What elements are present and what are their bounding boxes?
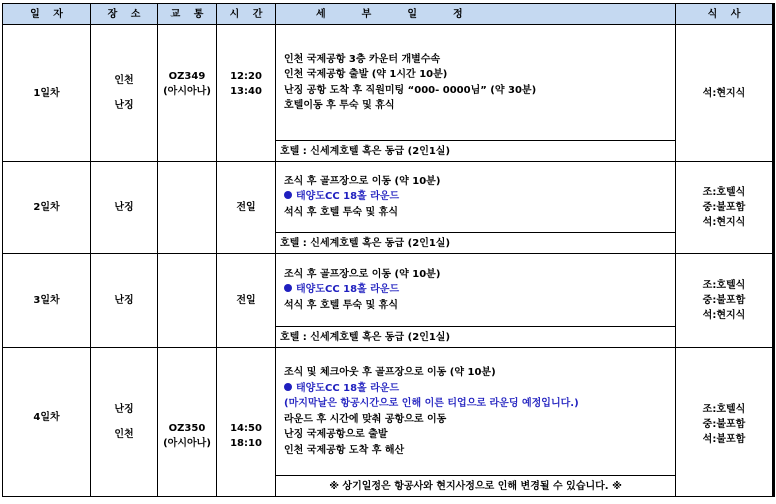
- bullet-icon: [284, 284, 292, 292]
- departure-time: 12:20: [230, 71, 262, 82]
- meal-cell: [676, 348, 774, 497]
- bullet-icon: [284, 191, 292, 199]
- meal-lunch: 중:불포함: [702, 202, 746, 213]
- schedule-item: 라운드 후 시간에 맞춰 공항으로 이동: [284, 413, 447, 425]
- header-day: 일 자: [3, 4, 91, 25]
- schedule-item: 석식 후 호텔 투숙 및 휴식: [284, 206, 399, 218]
- schedule-item: 호텔이동 후 투숙 및 휴식: [284, 100, 395, 111]
- day1-row: [3, 25, 774, 141]
- schedule-cell: [276, 254, 676, 327]
- header-place: 장 소: [91, 4, 158, 25]
- schedule-item: 난징 공항 도착 후 직원미팅 “000- 0000님” (약 30분): [284, 84, 537, 96]
- airline-name: (아시아나): [163, 438, 211, 449]
- meal-cell: [676, 25, 774, 162]
- time-cell: 전일: [217, 162, 276, 254]
- departure-time: 14:50: [230, 423, 262, 434]
- meal-breakfast: 조:호텔식: [702, 187, 746, 198]
- golf-round-text: 태양도CC 18홀 라운드: [296, 191, 400, 203]
- day2-row: [3, 162, 774, 233]
- meal-lunch: 중:불포함: [702, 295, 746, 306]
- schedule-item: 인천 국제공항 도착 후 해산: [284, 444, 405, 456]
- schedule-cell: [276, 25, 676, 141]
- meal-dinner: 석:불포함: [702, 433, 746, 445]
- day-label: 1일차: [3, 25, 91, 162]
- time-cell: 전일: [217, 254, 276, 348]
- schedule-item-highlight: [284, 189, 675, 205]
- schedule-note-highlight: (마지막날은 항공시간으로 인해 이른 티업으로 라운딩 예정입니다.): [284, 398, 579, 409]
- place-to: 난징: [114, 100, 134, 111]
- header-row: [3, 4, 774, 25]
- transport-cell: [158, 348, 217, 497]
- meal-breakfast: 조:호텔식: [702, 403, 746, 415]
- place-from: 난징: [114, 404, 134, 415]
- schedule-item: 인천 국제공항 3층 카운터 개별수속: [284, 53, 441, 65]
- arrival-time: 13:40: [230, 86, 262, 97]
- day-label: 2일차: [3, 162, 91, 254]
- arrival-time: 18:10: [230, 438, 262, 449]
- header-meal: 식 사: [676, 4, 774, 25]
- header-transport: 교 통: [158, 4, 217, 25]
- meal-lunch: 중:불포함: [702, 418, 746, 430]
- meal-cell: [676, 254, 774, 348]
- itinerary-table: [2, 3, 775, 497]
- meal-dinner: 석:현지식: [702, 217, 746, 228]
- itinerary-sheet: [2, 3, 773, 497]
- day-label: 4일차: [3, 348, 91, 497]
- place-from: 인천: [114, 75, 134, 86]
- schedule-item: 인천 국제공항 출발 (약 1시간 10분): [284, 69, 448, 80]
- schedule-item: 조식 후 골프장으로 이동 (약 10분): [284, 175, 441, 187]
- hotel-info: 호텔 : 신세계호텔 혹은 동급 (2인1실): [276, 141, 676, 162]
- place-cell: [91, 348, 158, 497]
- transport-cell: [158, 254, 217, 348]
- golf-round-text: 태양도CC 18홀 라운드: [296, 284, 400, 296]
- schedule-item: 조식 및 체크아웃 후 골프장으로 이동 (약 10분): [284, 367, 496, 378]
- place-to: 인천: [114, 429, 134, 440]
- golf-round-text: 태양도CC 18홀 라운드: [296, 382, 400, 394]
- schedule-item-highlight: [284, 282, 675, 298]
- transport-cell: [158, 25, 217, 162]
- bullet-icon: [284, 383, 292, 391]
- schedule-item-highlight: [284, 381, 675, 397]
- header-detail: 세 부 일 정: [276, 4, 676, 25]
- place-cell: 난징: [91, 162, 158, 254]
- meal-dinner: 석:현지식: [702, 87, 746, 99]
- day3-row: [3, 254, 774, 327]
- hotel-info: 호텔 : 신세계호텔 혹은 동급 (2인1실): [276, 327, 676, 348]
- header-time: 시 간: [217, 4, 276, 25]
- place-cell: [91, 25, 158, 162]
- schedule-item: 조식 후 골프장으로 이동 (약 10분): [284, 268, 441, 280]
- time-cell: [217, 348, 276, 497]
- schedule-item: 난징 국제공항으로 출발: [284, 429, 388, 440]
- time-cell: [217, 25, 276, 162]
- schedule-cell: [276, 162, 676, 233]
- place-cell: 난징: [91, 254, 158, 348]
- schedule-cell: [276, 348, 676, 476]
- day-label: 3일차: [3, 254, 91, 348]
- transport-cell: [158, 162, 217, 254]
- airline-name: (아시아나): [163, 86, 211, 97]
- hotel-info: 호텔 : 신세계호텔 혹은 동급 (2인1실): [276, 233, 676, 254]
- meal-breakfast: 조:호텔식: [702, 280, 746, 291]
- schedule-change-notice: ※ 상기일정은 항공사와 현지사정으로 인해 변경될 수 있습니다. ※: [276, 476, 676, 497]
- flight-number: OZ349: [168, 71, 206, 82]
- meal-cell: [676, 162, 774, 254]
- flight-number: OZ350: [168, 423, 206, 434]
- meal-dinner: 석:현지식: [702, 310, 746, 321]
- schedule-item: 석식 후 호텔 투숙 및 휴식: [284, 299, 399, 311]
- day4-row: [3, 348, 774, 476]
